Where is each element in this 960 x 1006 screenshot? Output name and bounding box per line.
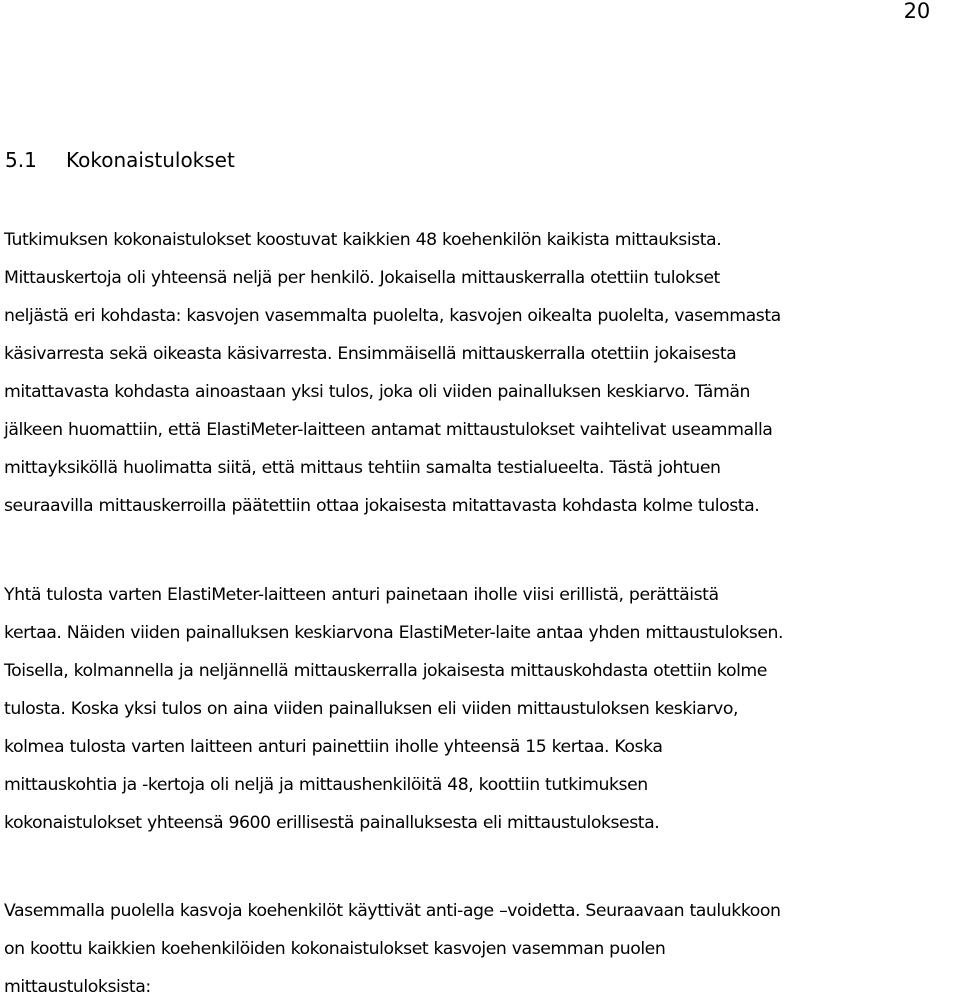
paragraph-1 xyxy=(4,221,960,525)
text-line: kolmea tulosta varten laitteen anturi painettiin iholle yhteensä 15 kertaa. Koska xyxy=(4,737,663,757)
text-line: Vasemmalla puolella kasvoja koehenkilöt käyttivät anti-age –voidetta. Seuraavaan taulukkoon xyxy=(4,901,781,921)
paragraph-2 xyxy=(4,576,960,842)
text-line: mittayksiköllä huolimatta siitä, että mittaus tehtiin samalta testialueelta. Tästä johtuen xyxy=(4,458,721,478)
text-line: Tutkimuksen kokonaistulokset koostuvat kaikkien 48 koehenkilön kaikista mittauksista. xyxy=(4,230,722,250)
text-line: käsivarresta sekä oikeasta käsivarresta. Ensimmäisellä mittauskerralla otettiin jokaisesta xyxy=(4,344,737,364)
text-line: Yhtä tulosta varten ElastiMeter-laitteen anturi painetaan iholle viisi erillistä, perättäistä xyxy=(4,585,719,605)
section-title: Kokonaistulokset xyxy=(66,148,235,172)
text-line: mittauskohtia ja -kertoja oli neljä ja mittaushenkilöitä 48, koottiin tutkimuksen xyxy=(4,775,648,795)
text-line: jälkeen huomattiin, että ElastiMeter-laitteen antamat mittaustulokset vaihtelivat useammalla xyxy=(4,420,773,440)
section-number: 5.1 xyxy=(5,148,37,172)
text-line: seuraavilla mittauskerroilla päätettiin ottaa jokaisesta mitattavasta kohdasta kolme tulosta. xyxy=(4,496,760,516)
paragraph-3 xyxy=(4,892,960,1006)
text-line: neljästä eri kohdasta: kasvojen vasemmalta puolelta, kasvojen oikealta puolelta, vasemmasta xyxy=(4,306,781,326)
text-line: kokonaistulokset yhteensä 9600 erillisestä painalluksesta eli mittaustuloksesta. xyxy=(4,813,660,833)
text-line: Toisella, kolmannella ja neljännellä mittauskerralla jokaisesta mittauskohdasta otettiin kolme xyxy=(4,661,767,681)
text-line: mittaustuloksista: xyxy=(4,977,151,997)
text-line: kertaa. Näiden viiden painalluksen keskiarvona ElastiMeter-laite antaa yhden mittaustuloksen. xyxy=(4,623,784,643)
text-line: mitattavasta kohdasta ainoastaan yksi tulos, joka oli viiden painalluksen keskiarvo. Tämän xyxy=(4,382,750,402)
page-number: 20 xyxy=(903,0,930,23)
text-line: on koottu kaikkien koehenkilöiden kokonaistulokset kasvojen vasemman puolen xyxy=(4,939,666,959)
text-line: tulosta. Koska yksi tulos on aina viiden painalluksen eli viiden mittaustuloksen keskiarvo, xyxy=(4,699,738,719)
text-line: Mittauskertoja oli yhteensä neljä per henkilö. Jokaisella mittauskerralla otettiin tulokset xyxy=(4,268,720,288)
section-heading xyxy=(5,145,235,175)
